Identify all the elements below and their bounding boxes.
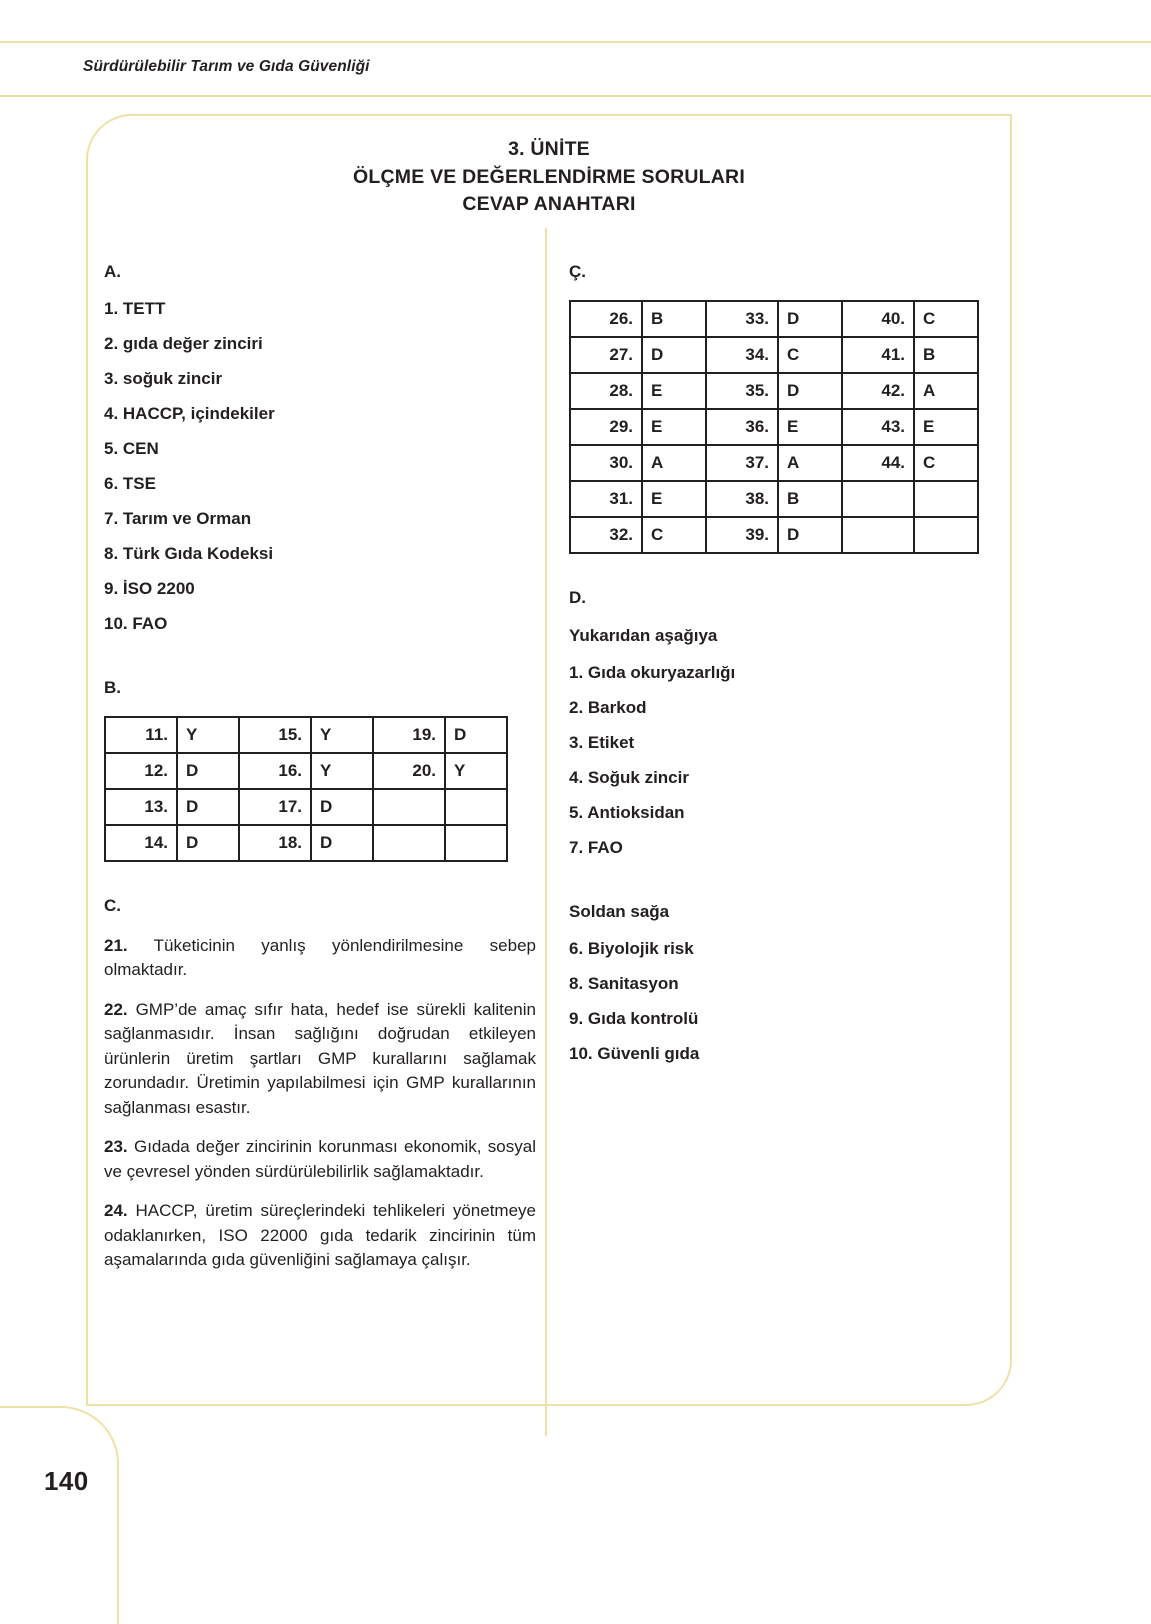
question-number: 30. [570, 445, 642, 481]
list-item: 6. Biyolojik risk [569, 939, 694, 958]
answer-cell-empty [445, 825, 507, 861]
answer-cell: B [914, 337, 978, 373]
table-row [105, 789, 507, 825]
answer-cell: D [311, 789, 373, 825]
question-number: 18. [239, 825, 311, 861]
list-item: 9. İSO 2200 [104, 579, 195, 598]
question-number: 37. [706, 445, 778, 481]
list-item: 4. HACCP, içindekiler [104, 404, 275, 423]
answer-cell: E [914, 409, 978, 445]
answer-text: GMP’de amaç sıfır hata, hedef ise sürekli kalitenin sağlanmasıdır. İnsan sağlığını doğrudan etkileyen ürünlerin üretim şartları GMP kurallarını sağlamak zorundadır. Üretimin yapılabilmesi için GMP kurallarının sağlanması esastır. [104, 999, 536, 1117]
list-item: 1. Gıda okuryazarlığı [569, 663, 736, 682]
section-a-list [104, 300, 536, 632]
question-number: 41. [842, 337, 914, 373]
title-line-unit: 3. ÜNİTE [508, 138, 590, 160]
header-rule-bottom [0, 95, 1151, 97]
header-rule-top [0, 41, 1151, 43]
list-item: 6. TSE [104, 474, 156, 493]
section-b-letter: B. [104, 678, 121, 697]
table-row [570, 373, 978, 409]
question-number: 39. [706, 517, 778, 553]
answer-cell: E [778, 409, 842, 445]
answer-cell: B [778, 481, 842, 517]
table-row [570, 409, 978, 445]
answer-paragraph [104, 1199, 536, 1272]
answer-cell: C [778, 337, 842, 373]
running-head: Sürdürülebilir Tarım ve Gıda Güvenliği [83, 58, 370, 75]
crossword-across-heading: Soldan sağa [569, 902, 670, 921]
section-b-answer-grid [104, 716, 508, 862]
question-number: 44. [842, 445, 914, 481]
answer-cell: Y [311, 717, 373, 753]
answer-cell: A [914, 373, 978, 409]
list-item: 7. FAO [569, 838, 623, 857]
answer-paragraph [104, 934, 536, 983]
list-item: 4. Soğuk zincir [569, 768, 689, 787]
answer-cell: D [445, 717, 507, 753]
answer-cell: D [311, 825, 373, 861]
list-item: 2. gıda değer zinciri [104, 334, 263, 353]
question-number: 31. [570, 481, 642, 517]
question-number: 26. [570, 301, 642, 337]
question-number: 12. [105, 753, 177, 789]
list-item: 1. TETT [104, 299, 166, 318]
answer-paragraph [104, 998, 536, 1120]
page-number: 140 [44, 1466, 89, 1496]
table-row [570, 481, 978, 517]
page-title [86, 136, 1012, 219]
table-row [570, 337, 978, 373]
answer-cell: D [778, 517, 842, 553]
question-number: 32. [570, 517, 642, 553]
list-item: 7. Tarım ve Orman [104, 509, 252, 528]
spacer [569, 856, 1001, 902]
answer-cell: D [177, 753, 239, 789]
answer-text: Gıdada değer zincirinin korunması ekonomik, sosyal ve çevresel yönden sürdürülebilirlik sağlamaktadır. [104, 1137, 536, 1181]
question-number: 19. [373, 717, 445, 753]
section-a-letter: A. [104, 262, 121, 281]
section-c-cedilla-letter: Ç. [569, 262, 586, 281]
answer-cell-empty [914, 517, 978, 553]
answer-cell: C [914, 301, 978, 337]
crossword-across-list [569, 940, 1001, 1062]
section-c-cedilla-answer-grid [569, 300, 979, 554]
question-number: 38. [706, 481, 778, 517]
crossword-down-list [569, 664, 1001, 856]
section-d-letter: D. [569, 588, 586, 607]
question-number: 34. [706, 337, 778, 373]
section-c-prose [104, 934, 536, 1273]
table-row [570, 301, 978, 337]
list-item: 2. Barkod [569, 698, 647, 717]
question-number: 24. [104, 1201, 128, 1221]
question-number-empty [842, 517, 914, 553]
question-number: 23. [104, 1137, 128, 1157]
list-item: 5. Antioksidan [569, 803, 685, 822]
answer-cell: C [642, 517, 706, 553]
question-number: 29. [570, 409, 642, 445]
title-line-answerkey: CEVAP ANAHTARI [462, 193, 636, 216]
answer-cell: Y [445, 753, 507, 789]
question-number: 16. [239, 753, 311, 789]
right-column [569, 262, 1001, 1062]
left-column [104, 262, 536, 1273]
answer-cell: D [177, 825, 239, 861]
list-item: 8. Türk Gıda Kodeksi [104, 544, 274, 563]
list-item: 5. CEN [104, 439, 159, 458]
answer-cell: D [778, 373, 842, 409]
list-item: 8. Sanitasyon [569, 974, 679, 993]
table-row [105, 825, 507, 861]
answer-cell: E [642, 409, 706, 445]
title-line-questions: ÖLÇME VE DEĞERLENDİRME SORULARI [353, 165, 745, 188]
crossword-down-heading: Yukarıdan aşağıya [569, 626, 718, 645]
question-number: 43. [842, 409, 914, 445]
spacer [104, 862, 536, 896]
question-number: 22. [104, 999, 128, 1019]
answer-text: Tüketicinin yanlış yönlendirilmesine sebep olmaktadır. [104, 936, 536, 980]
question-number: 33. [706, 301, 778, 337]
column-divider [545, 228, 547, 1436]
question-number: 17. [239, 789, 311, 825]
list-item: 10. FAO [104, 614, 168, 633]
question-number-empty [373, 789, 445, 825]
question-number: 35. [706, 373, 778, 409]
answer-cell-empty [445, 789, 507, 825]
list-item: 3. Etiket [569, 733, 635, 752]
question-number: 28. [570, 373, 642, 409]
question-number: 27. [570, 337, 642, 373]
question-number-empty [842, 481, 914, 517]
answer-cell-empty [914, 481, 978, 517]
table-row [570, 445, 978, 481]
question-number: 20. [373, 753, 445, 789]
spacer [569, 554, 1001, 588]
list-item: 3. soğuk zincir [104, 369, 223, 388]
question-number: 11. [105, 717, 177, 753]
table-row [105, 753, 507, 789]
answer-cell: Y [311, 753, 373, 789]
answer-cell: B [642, 301, 706, 337]
spacer [104, 632, 536, 678]
question-number: 36. [706, 409, 778, 445]
answer-cell: E [642, 481, 706, 517]
answer-cell: A [778, 445, 842, 481]
answer-cell: Y [177, 717, 239, 753]
question-number: 14. [105, 825, 177, 861]
corner-flourish [0, 1406, 119, 1624]
answer-cell: C [914, 445, 978, 481]
table-row [105, 717, 507, 753]
answer-cell: E [642, 373, 706, 409]
answer-paragraph [104, 1135, 536, 1184]
question-number: 15. [239, 717, 311, 753]
question-number: 42. [842, 373, 914, 409]
question-number-empty [373, 825, 445, 861]
answer-cell: D [177, 789, 239, 825]
answer-cell: D [778, 301, 842, 337]
question-number: 13. [105, 789, 177, 825]
list-item: 9. Gıda kontrolü [569, 1009, 699, 1028]
question-number: 21. [104, 936, 128, 955]
answer-cell: A [642, 445, 706, 481]
answer-cell: D [642, 337, 706, 373]
section-c-letter: C. [104, 896, 121, 915]
answer-text: HACCP, üretim süreçlerindeki tehlikeleri yönetmeye odaklanırken, ISO 22000 gıda tedarik zincirinin tüm aşamalarında gıda güvenliğini sağlamaya çalışır. [104, 1201, 536, 1270]
question-number: 40. [842, 301, 914, 337]
table-row [570, 517, 978, 553]
list-item: 10. Güvenli gıda [569, 1044, 700, 1063]
